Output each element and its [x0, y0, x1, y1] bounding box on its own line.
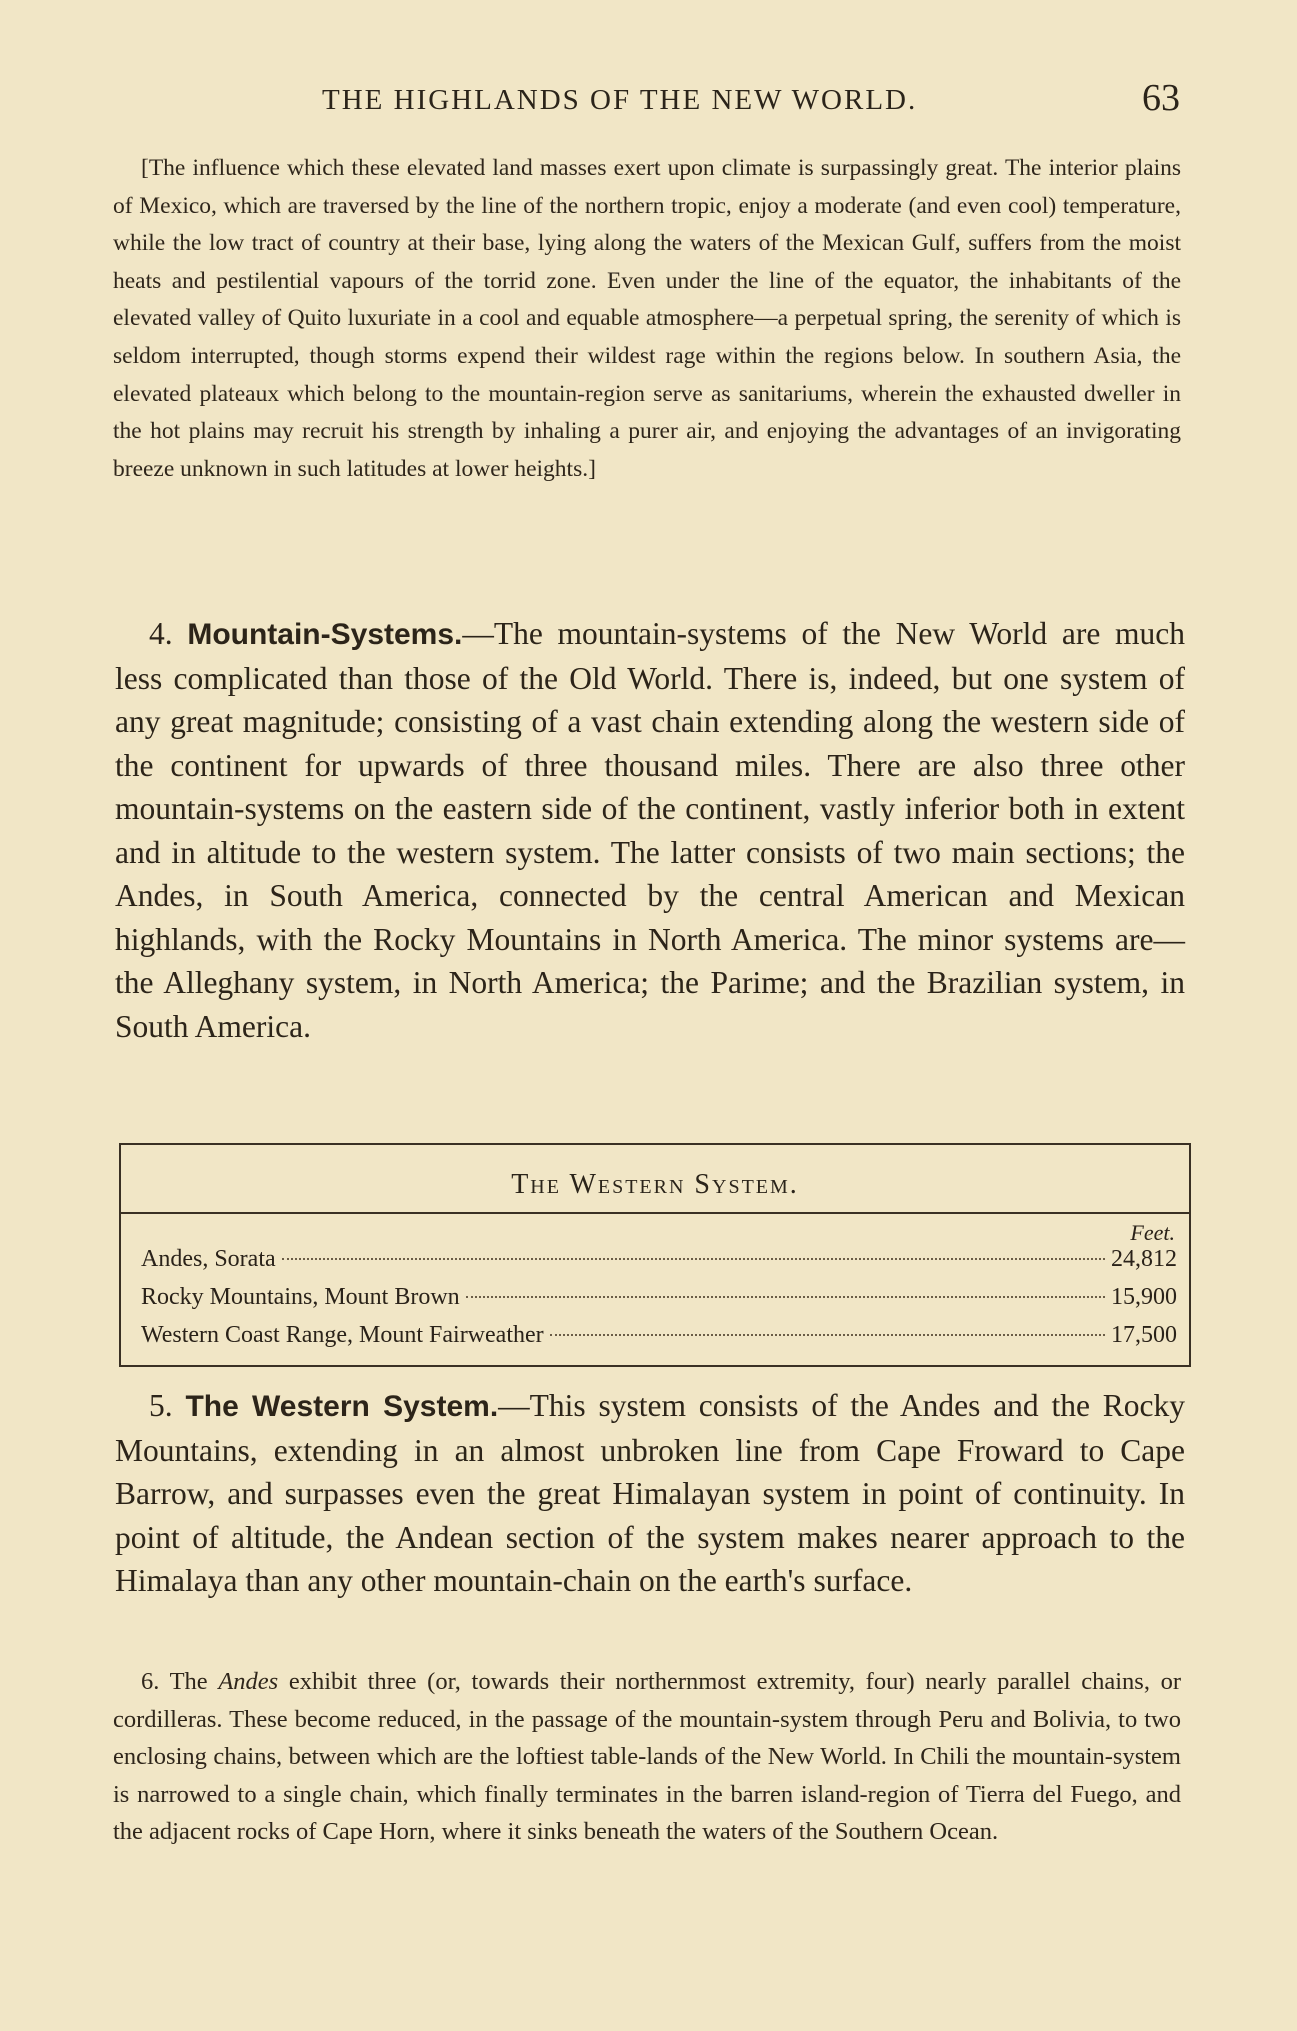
section-number: 6.	[141, 1668, 160, 1695]
section-text-before: The	[169, 1668, 208, 1695]
section-text-after: exhibit three (or, towards their northernmost extremity, four) nearly parallel chains, or cordilleras. These become reduced, in the passage of the mountain-system through Peru and Bolivia, to two enclosing chains, between which are the loftiest table-lands of the New World. In Chili the mountain-system is narrowed to a single chain, which finally terminates in the barren island-region of Tierra del Fuego, and the adjacent rocks of Cape Horn, where it sinks beneath the waters of the Southern Ocean.	[113, 1668, 1182, 1845]
paragraph-mountain-systems	[115, 612, 1185, 1048]
section-text: —This system consists of the Andes and the Rocky Mountains, extending in an almost unbroken line from Cape Froward to Cape Barrow, and surpasses even the great Himalayan system in point of continuity. In point of altitude, the Andean section of the system makes nearer approach to the Himalaya than any other mountain-chain on the earth's surface.	[115, 1388, 1186, 1598]
row-value: 15,900	[1111, 1284, 1177, 1310]
table-row	[141, 1246, 1177, 1282]
section-number: 4.	[149, 616, 173, 651]
row-value: 24,812	[1111, 1246, 1177, 1272]
section-emphasis: Andes	[218, 1668, 279, 1695]
western-system-table	[119, 1143, 1191, 1367]
paragraph-andes	[113, 1663, 1181, 1851]
section-heading: The Western System.	[185, 1390, 499, 1423]
dot-leader	[466, 1296, 1105, 1298]
page-number: 63	[1142, 77, 1180, 119]
table-row	[141, 1322, 1177, 1358]
row-name: Rocky Mountains, Mount Brown	[141, 1284, 460, 1310]
row-name: Western Coast Range, Mount Fairweather	[141, 1322, 544, 1348]
paragraph-western-system	[115, 1384, 1185, 1603]
table-rule-bottom	[121, 1365, 1189, 1367]
unit-header: Feet.	[1130, 1220, 1175, 1245]
table-rule-top	[121, 1143, 1189, 1145]
section-number: 5.	[149, 1388, 173, 1423]
running-head	[0, 76, 1297, 126]
table-title: The Western System.	[511, 1169, 799, 1200]
dot-leader	[282, 1258, 1105, 1260]
table-rule-middle	[121, 1212, 1189, 1214]
row-name: Andes, Sorata	[141, 1246, 276, 1272]
paragraph-climate: [The influence which these elevated land masses exert upon climate is surpassingly great. The interior plains of Mexico, which are traversed by the line of the northern tropic, enjoy a moderate (and even cool) temperature, while the low tract of country at their base, lying along the waters of the Mexican Gulf, suffers from the moist heats and pestilential vapours of the torrid zone. Even under the line of the equator, the inhabitants of the elevated valley of Quito luxuriate in a cool and equable atmosphere—a perpetual spring, the serenity of which is seldom interrupted, though storms expend their wildest rage within the regions below. In southern Asia, the elevated plateaux which belong to the mountain-region serve as sanitariums, wherein the exhausted dweller in the hot plains may recruit his strength by inhaling a purer air, and enjoying the advantages of an invigorating breeze unknown in such latitudes at lower heights.]	[113, 155, 1181, 482]
dot-leader	[550, 1334, 1105, 1336]
table-row	[141, 1284, 1177, 1320]
row-value: 17,500	[1111, 1322, 1177, 1348]
section-text: —The mountain-systems of the New World are much less complicated than those of the Old World. There is, indeed, but one system of any great magnitude; consisting of a vast chain extending along the western side of the continent for upwards of three thousand miles. There are also three other mountain-systems on the eastern side of the continent, vastly inferior both in extent and in altitude to the western system. The latter consists of two main sections; the Andes, in South America, connected by the central American and Mexican highlands, with the Rocky Mountains in North America. The minor systems are—the Alleghany system, in North America; the Parime; and the Brazilian system, in South America.	[115, 616, 1185, 1044]
running-title: THE HIGHLANDS OF THE NEW WORLD.	[322, 84, 918, 116]
section-heading: Mountain-Systems.	[187, 618, 463, 651]
